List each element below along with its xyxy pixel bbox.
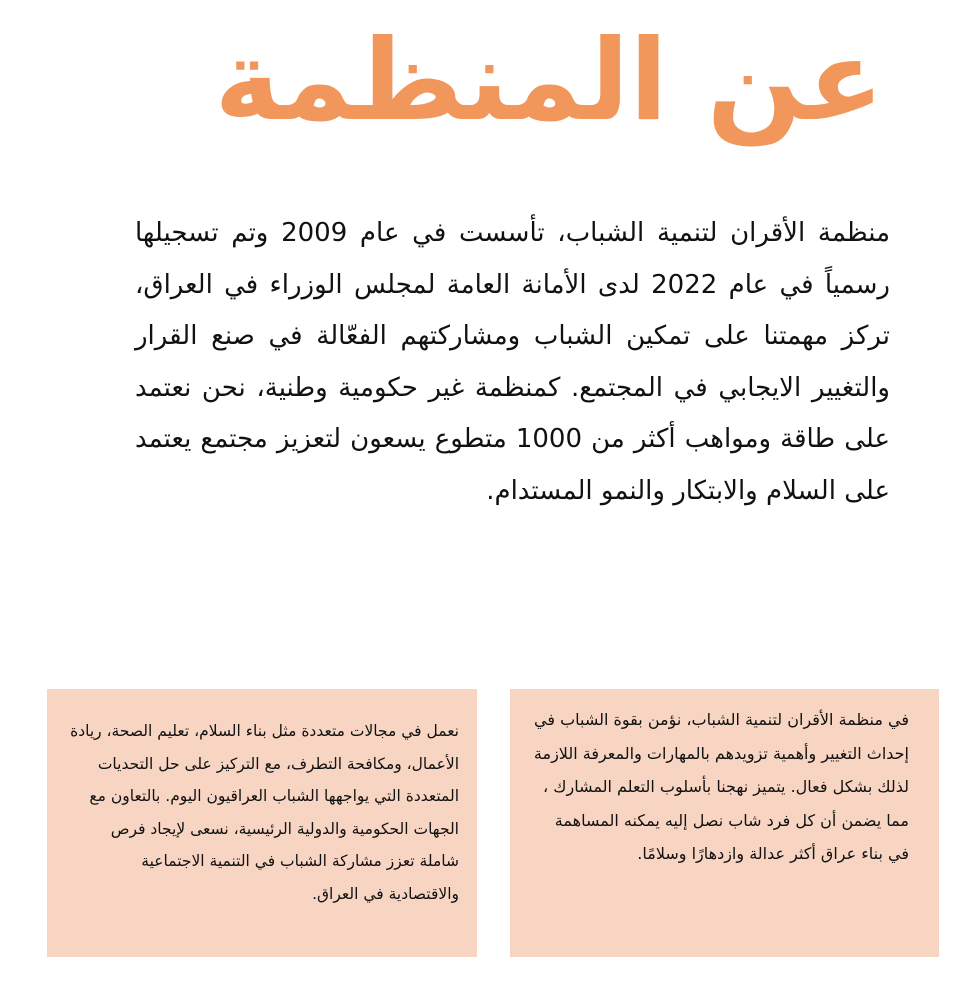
belief-card bbox=[510, 689, 939, 957]
intro-paragraph: منظمة الأقران لتنمية الشباب، تأسست في عام 2009 وتم تسجيلها رسمياً في عام 2022 لدى الأمانة العامة لمجلس الوزراء في العراق، تركز مهمتنا على تمكين الشباب ومشاركتهم الفعّالة في صنع القرار والتغيير الايجابي في المجتمع. كمنظمة غير حكومية وطنية، نحن نعتمد على طاقة ومواهب أكثر من 1000 متطوع يسعون لتعزيز مجتمع يعتمد على السلام والابتكار والنمو المستدام. bbox=[135, 218, 890, 506]
page-title: عن المنظمة bbox=[214, 16, 884, 146]
belief-card-text: في منظمة الأقران لتنمية الشباب، نؤمن بقوة الشباب في إحداث التغيير وأهمية تزويدهم بالمهارات والمعرفة اللازمة لذلك بشكل فعال. يتميز نهجنا بأسلوب التعلم المشارك ، مما يضمن أن كل فرد شاب نصل إليه يمكنه المساهمة في بناء عراق أكثر عدالة وازدهارًا وسلامًا. bbox=[533, 710, 909, 863]
work-areas-card bbox=[47, 689, 477, 957]
work-areas-card-text: نعمل في مجالات متعددة مثل بناء السلام، تعليم الصحة، ريادة الأعمال، ومكافحة التطرف، مع التركيز على حل التحديات المتعددة التي يواجهها الشباب العراقيون اليوم. بالتعاون مع الجهات الحكومية والدولية الرئيسية، نسعى لإيجاد فرص شاملة تعزز مشاركة الشباب في التنمية الاجتماعية والاقتصادية في العراق. bbox=[70, 722, 459, 903]
